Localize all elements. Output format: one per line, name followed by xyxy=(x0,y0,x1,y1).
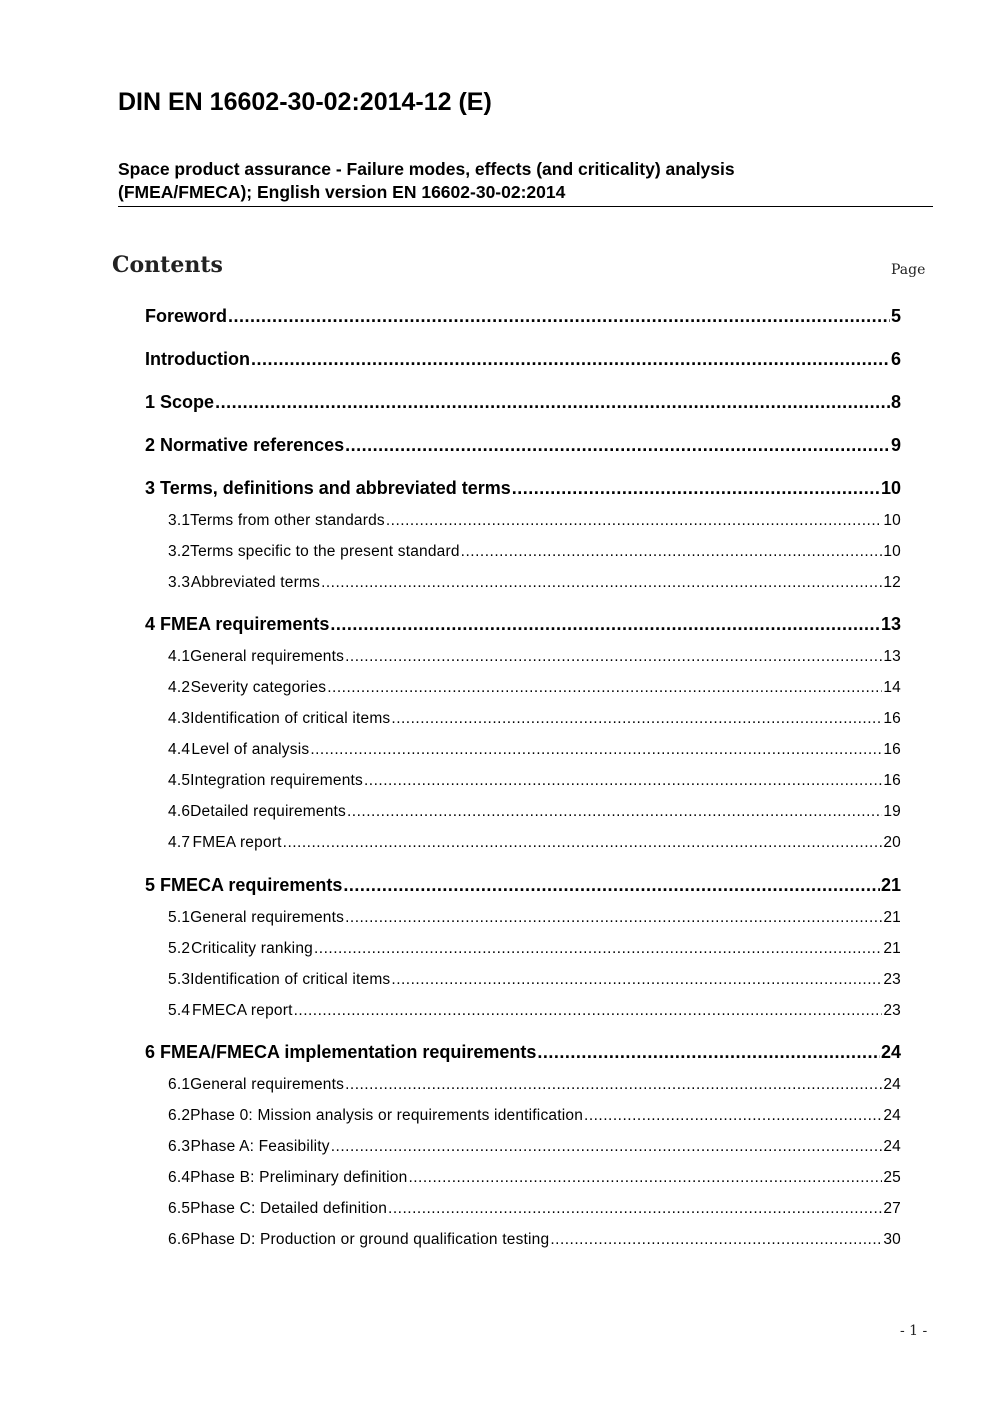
toc-entry-4-3[interactable] xyxy=(145,710,901,732)
toc-entry-4-6[interactable] xyxy=(145,803,901,825)
toc-entry-number: 6.6 xyxy=(168,1231,191,1248)
toc-entry-number: 6 xyxy=(145,1042,156,1062)
toc-entry-page: 24 xyxy=(883,1138,901,1155)
toc-entry-number: 3.3 xyxy=(168,574,191,591)
toc-entry-3[interactable] xyxy=(145,478,901,502)
toc-entry-page: 16 xyxy=(883,772,901,789)
toc-entry-number: 6.4 xyxy=(168,1169,191,1186)
toc-entry-number: 2 xyxy=(145,435,156,455)
toc-entry-number: 4.7 xyxy=(168,834,191,851)
toc-entry-title: General requirements xyxy=(190,648,345,665)
toc-entry-5-3[interactable] xyxy=(145,971,901,993)
toc-leader-dots xyxy=(331,1138,883,1156)
toc-leader-dots xyxy=(343,875,880,896)
toc-leader-dots xyxy=(408,1169,882,1187)
toc-entry-6-1[interactable] xyxy=(145,1076,901,1098)
toc-entry-5-4[interactable] xyxy=(145,1002,901,1024)
toc-leader-dots xyxy=(386,512,882,530)
toc-leader-dots xyxy=(391,971,882,989)
page-column-label: Page xyxy=(891,262,926,278)
toc-entry-title: Terms, definitions and abbreviated terms xyxy=(160,478,511,498)
toc-entry-5[interactable] xyxy=(145,875,901,899)
toc-entry-6-3[interactable] xyxy=(145,1138,901,1160)
toc-entry-page: 24 xyxy=(883,1107,901,1124)
page-number: - 1 - xyxy=(900,1323,928,1339)
toc-entry-number: 6.1 xyxy=(168,1076,191,1093)
toc-entry-number: 4.1 xyxy=(168,648,191,665)
toc-leader-dots xyxy=(251,349,890,370)
toc-leader-dots xyxy=(391,710,882,728)
toc-entry-page: 14 xyxy=(883,679,901,696)
toc-entry-page: 12 xyxy=(883,574,901,591)
toc-entry-page: 9 xyxy=(890,435,901,455)
toc-entry-title: Phase B: Preliminary definition xyxy=(190,1169,408,1186)
toc-entry-title: Scope xyxy=(160,392,215,412)
toc-entry-page: 19 xyxy=(883,803,901,820)
toc-entry-page: 20 xyxy=(883,834,901,851)
toc-leader-dots xyxy=(294,1002,883,1020)
toc-leader-dots xyxy=(345,648,882,666)
toc-leader-dots xyxy=(283,834,883,852)
toc-leader-dots xyxy=(228,306,890,327)
toc-entry-number: 6.3 xyxy=(168,1138,191,1155)
toc-entry-1[interactable] xyxy=(145,392,901,416)
toc-leader-dots xyxy=(345,1076,882,1094)
toc-entry-title: FMEA requirements xyxy=(160,614,330,634)
toc-entry-3-2[interactable] xyxy=(145,543,901,565)
toc-entry-4[interactable] xyxy=(145,614,901,638)
toc-leader-dots xyxy=(537,1042,880,1063)
toc-entry-title: Identification of critical items xyxy=(190,971,391,988)
toc-entry-page: 21 xyxy=(883,909,901,926)
toc-entry-title: Terms specific to the present standard xyxy=(190,543,460,560)
subtitle-line-1: Space product assurance - Failure modes, effects (and criticality) analysis xyxy=(118,159,735,179)
toc-entry-page: 21 xyxy=(883,940,901,957)
toc-entry-title: Detailed requirements xyxy=(190,803,346,820)
toc-entry-page: 13 xyxy=(883,648,901,665)
toc-leader-dots xyxy=(327,679,882,697)
toc-entry-page: 16 xyxy=(883,710,901,727)
toc-entry-number: 6.2 xyxy=(168,1107,191,1124)
toc-entry-title: Phase 0: Mission analysis or requirements identification xyxy=(190,1107,584,1124)
toc-leader-dots xyxy=(347,803,882,821)
toc-leader-dots xyxy=(512,478,880,499)
toc-entry-number: 4 xyxy=(145,614,156,634)
toc-entry-page: 23 xyxy=(883,971,901,988)
toc-entry-page: 27 xyxy=(883,1200,901,1217)
toc-entry-2[interactable] xyxy=(145,435,901,459)
toc-entry-5-2[interactable] xyxy=(145,940,901,962)
toc-entry-title: Criticality ranking xyxy=(191,940,313,957)
toc-entry-page: 10 xyxy=(880,478,901,498)
toc-leader-dots xyxy=(345,909,882,927)
toc-entry-number: 1 xyxy=(145,392,156,412)
toc-leader-dots xyxy=(215,392,890,413)
toc-leader-dots xyxy=(321,574,882,592)
toc-entry-title: General requirements xyxy=(190,1076,345,1093)
toc-entry-4-4[interactable] xyxy=(145,741,901,763)
toc-entry-4-7[interactable] xyxy=(145,834,901,856)
toc-entry-number: 4.2 xyxy=(168,679,191,696)
toc-entry-title: Phase D: Production or ground qualification testing xyxy=(190,1231,550,1248)
toc-entry-page: 23 xyxy=(883,1002,901,1019)
toc-entry-title: FMEA/FMECA implementation requirements xyxy=(160,1042,537,1062)
toc-entry-title: FMEA report xyxy=(192,834,282,851)
toc-entry-number: 3.1 xyxy=(168,512,191,529)
toc-entry-number: 4.6 xyxy=(168,803,191,820)
toc-entry-3-3[interactable] xyxy=(145,574,901,596)
toc-entry-title: Identification of critical items xyxy=(190,710,391,727)
toc-entry-number: 3 xyxy=(145,478,156,498)
toc-leader-dots xyxy=(345,435,890,456)
toc-leader-dots xyxy=(314,940,882,958)
toc-entry-6-4[interactable] xyxy=(145,1169,901,1191)
toc-entry-5-1[interactable] xyxy=(145,909,901,931)
toc-entry-number: 4.3 xyxy=(168,710,191,727)
toc-entry-title: Severity categories xyxy=(190,679,327,696)
toc-leader-dots xyxy=(584,1107,882,1125)
toc-entry-foreword[interactable] xyxy=(145,306,901,330)
toc-entry-3-1[interactable] xyxy=(145,512,901,534)
toc-entry-title: Abbreviated terms xyxy=(190,574,321,591)
toc-entry-number: 5.2 xyxy=(168,940,191,957)
toc-entry-page: 21 xyxy=(880,875,901,895)
toc-entry-4-2[interactable] xyxy=(145,679,901,701)
contents-heading: Contents xyxy=(112,252,223,278)
toc-entry-6-6[interactable] xyxy=(145,1231,901,1253)
toc-entry-number: 5.1 xyxy=(168,909,191,926)
toc-leader-dots xyxy=(388,1200,882,1218)
document-id: DIN EN 16602-30-02:2014-12 (E) xyxy=(118,88,492,116)
toc-leader-dots xyxy=(330,614,880,635)
toc-entry-number: 6.5 xyxy=(168,1200,191,1217)
toc-entry-number: 4.4 xyxy=(168,741,191,758)
toc-entry-page: 24 xyxy=(880,1042,901,1062)
toc-entry-title: FMECA requirements xyxy=(160,875,343,895)
toc-entry-number: 5 xyxy=(145,875,156,895)
toc-entry-page: 10 xyxy=(883,543,901,560)
toc-entry-number: 3.2 xyxy=(168,543,191,560)
toc-entry-page: 30 xyxy=(883,1231,901,1248)
toc-entry-title: Level of analysis xyxy=(191,741,310,758)
toc-entry-title: Terms from other standards xyxy=(190,512,385,529)
toc-entry-title: FMECA report xyxy=(191,1002,293,1019)
toc-entry-introduction[interactable] xyxy=(145,349,901,373)
toc-entry-number: 4.5 xyxy=(168,772,191,789)
toc-leader-dots xyxy=(310,741,882,759)
toc-entry-6-2[interactable] xyxy=(145,1107,901,1129)
toc-entry-page: 16 xyxy=(883,741,901,758)
toc-entry-title: Introduction xyxy=(145,349,250,369)
toc-leader-dots xyxy=(550,1231,882,1249)
toc-entry-number: 5.3 xyxy=(168,971,191,988)
toc-entry-title: Phase A: Feasibility xyxy=(190,1138,330,1155)
toc-entry-page: 8 xyxy=(890,392,901,412)
subtitle-line-2: (FMEA/FMECA); English version EN 16602-30-02:2014 xyxy=(118,182,566,202)
toc-leader-dots xyxy=(364,772,882,790)
toc-entry-page: 6 xyxy=(890,349,901,369)
toc-entry-title: Integration requirements xyxy=(190,772,363,789)
toc-entry-title: Phase C: Detailed definition xyxy=(190,1200,388,1217)
toc-leader-dots xyxy=(461,543,883,561)
toc-entry-6[interactable] xyxy=(145,1042,901,1066)
toc-entry-6-5[interactable] xyxy=(145,1200,901,1222)
toc-entry-title: Foreword xyxy=(145,306,228,326)
toc-entry-page: 24 xyxy=(883,1076,901,1093)
document-subtitle xyxy=(118,158,933,207)
toc-entry-4-1[interactable] xyxy=(145,648,901,670)
toc-entry-title: Normative references xyxy=(160,435,345,455)
toc-entry-page: 10 xyxy=(883,512,901,529)
toc-entry-page: 13 xyxy=(880,614,901,634)
toc-entry-number: 5.4 xyxy=(168,1002,191,1019)
toc-entry-page: 5 xyxy=(890,306,901,326)
toc-entry-title: General requirements xyxy=(190,909,345,926)
toc-entry-4-5[interactable] xyxy=(145,772,901,794)
toc-entry-page: 25 xyxy=(883,1169,901,1186)
